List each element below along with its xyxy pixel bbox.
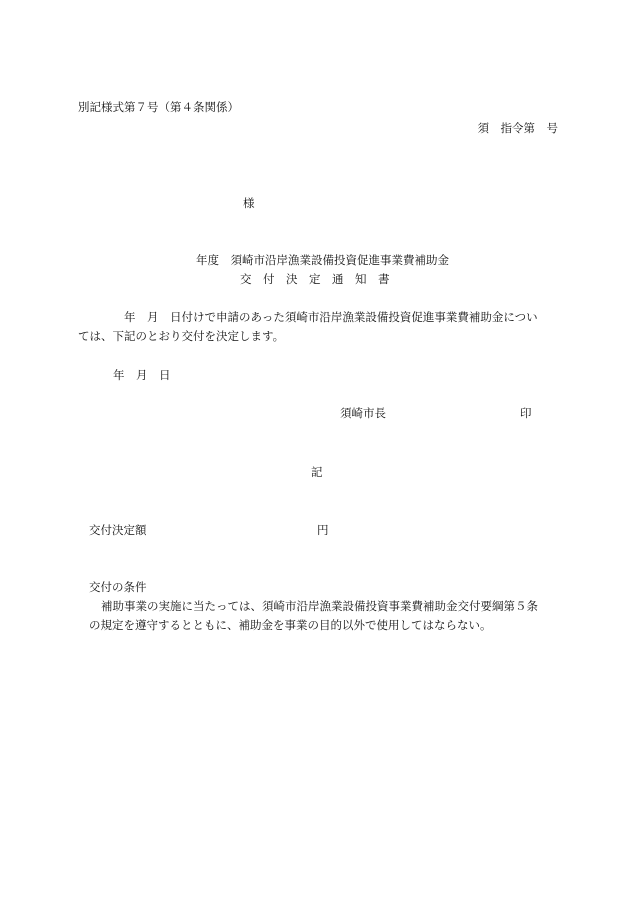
addressee-honorific: 様	[243, 196, 255, 210]
conditions-heading: 交付の条件	[89, 580, 147, 594]
seal-mark: 印	[520, 406, 532, 420]
grant-amount-label: 交付決定額	[89, 523, 147, 537]
document-title-notice: 交 付 決 定 通 知 書	[240, 272, 390, 286]
body-text-line-2: ては、下記のとおり交付を決定します。	[78, 329, 285, 343]
conditions-text-line-2: の規定を遵守するとともに、補助金を事業の目的以外で使用してはならない。	[89, 618, 492, 632]
body-text-line-1: 年 月 日付けで申請のあった須崎市沿岸漁業設備投資促進事業費補助金につい	[124, 310, 538, 324]
document-title-subsidy: 年度 須崎市沿岸漁業設備投資促進事業費補助金	[196, 253, 449, 267]
document-number: 須 指令第 号	[477, 121, 558, 135]
issuer-mayor: 須崎市長	[340, 406, 386, 420]
ki-heading: 記	[311, 465, 323, 479]
conditions-text-line-1: 補助事業の実施に当たっては、須崎市沿岸漁業設備投資事業費補助金交付要綱第５条	[101, 599, 538, 613]
grant-amount-unit: 円	[317, 523, 329, 537]
issue-date: 年 月 日	[113, 368, 171, 382]
form-label: 別記様式第７号（第４条関係）	[78, 100, 239, 114]
